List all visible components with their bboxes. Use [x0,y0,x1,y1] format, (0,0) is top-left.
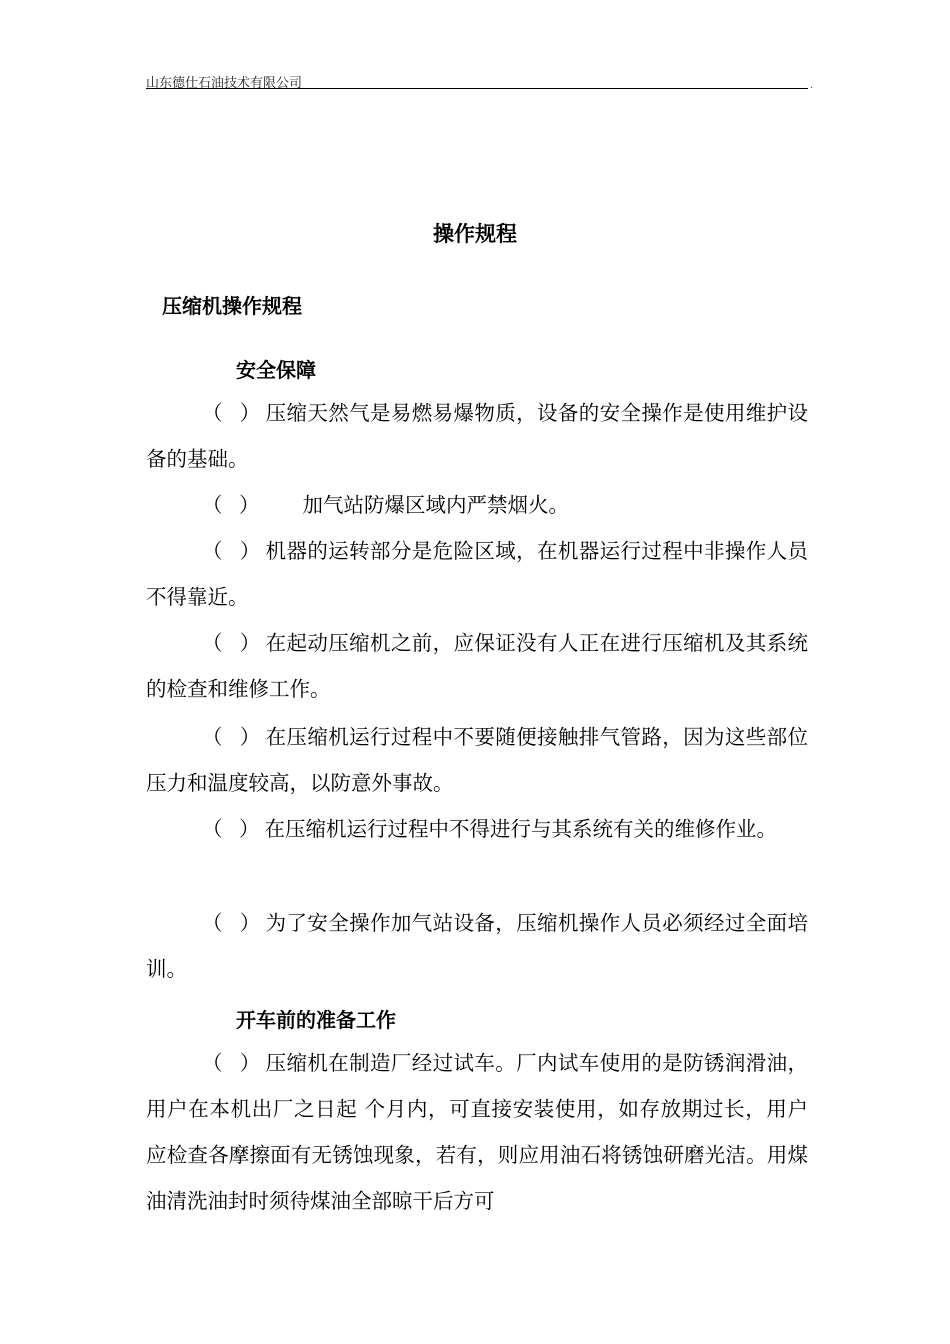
paragraph-marker: （ ） [202,911,266,935]
paragraph-text: 在压缩机运行过程中不要随便接触排气管路，因为这些部位压力和温度较高，以防意外事故。 [146,725,808,795]
page-header [146,70,814,91]
subsection-heading-prep: 开车前的准备工作 [236,1008,396,1032]
paragraph-marker: （ ） [202,725,266,749]
paragraph-marker: （ ） [202,401,266,425]
paragraph [146,620,808,712]
paragraph [146,482,808,528]
paragraph-text: 为了安全操作加气站设备，压缩机操作人员必须经过全面培训。 [146,911,808,981]
paragraph-marker: （ ） [202,631,266,655]
paragraph-marker: （ ） [202,1051,266,1075]
subsection-heading-safety: 安全保障 [236,358,316,382]
paragraph [146,806,808,852]
paragraph-text: 压缩天然气是易燃易爆物质，设备的安全操作是使用维护设备的基础。 [146,401,808,471]
paragraph [146,1040,808,1224]
paragraph-marker: （ ） [202,493,265,517]
header-mark: . [810,80,814,91]
paragraph-text: 压缩机在制造厂经过试车。厂内试车使用的是防锈润滑油，用户在本机出厂之日起 个月内，可直接安装使用，如存放期过长，用户应检查各摩擦面有无锈蚀现象，若有，则应用油石将锈蚀研磨光洁。用煤油清洗油封时须待煤油全部晾干后方可 [146,1051,808,1213]
company-name: 山东德仕石油技术有限公司 [146,76,303,91]
section-heading: 压缩机操作规程 [162,294,302,318]
document-title: 操作规程 [433,222,517,246]
paragraph [146,528,808,620]
paragraph-marker: （ ） [202,539,266,563]
paragraph-text: 在起动压缩机之前，应保证没有人正在进行压缩机及其系统的检查和维修工作。 [146,631,808,701]
paragraph-text: 加气站防爆区域内严禁烟火。 [302,493,570,517]
paragraph [146,900,808,992]
paragraph-text: 机器的运转部分是危险区域，在机器运行过程中非操作人员不得靠近。 [146,539,808,609]
paragraph-text: 在压缩机运行过程中不得进行与其系统有关的维修作业。 [264,817,778,841]
paragraph-marker: （ ） [202,817,265,841]
paragraph [146,390,808,482]
paragraph [146,714,808,806]
header-rule [146,88,808,89]
